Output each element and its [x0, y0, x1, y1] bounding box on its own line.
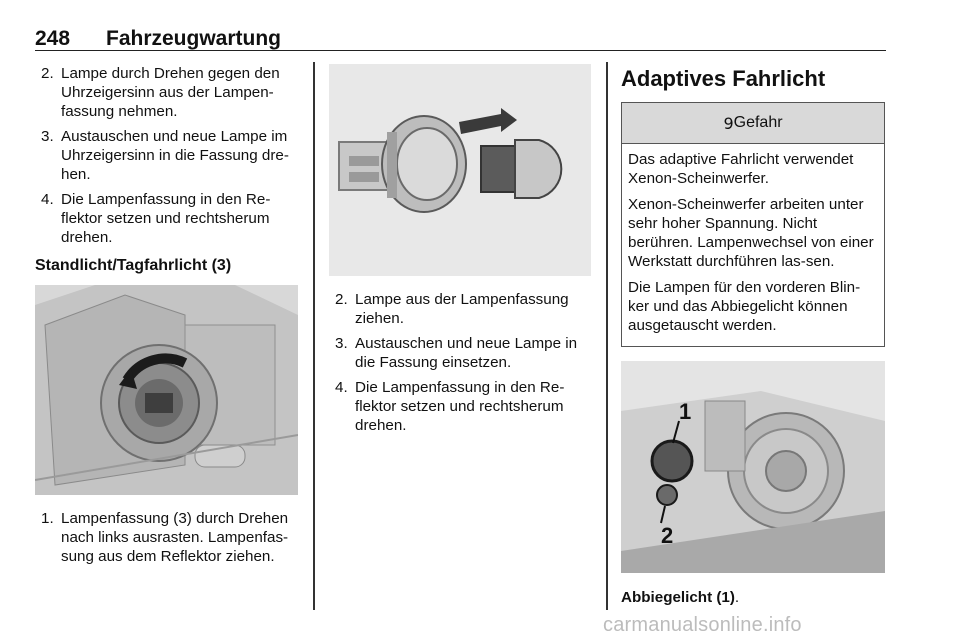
list-item: 4. Die Lampenfassung in den Re-flektor setzen und rechtsherum drehen. [41, 191, 271, 246]
column-divider [606, 62, 608, 610]
section-title: Adaptives Fahrlicht [621, 66, 826, 91]
callout-label: 1 [679, 399, 692, 424]
danger-body [622, 144, 884, 346]
figure-caption [621, 589, 886, 606]
lamp-socket-figure [35, 285, 298, 495]
danger-label: Gefahr [733, 114, 783, 131]
page-header [35, 14, 886, 51]
page-number: 248 [35, 27, 71, 50]
caption-bold: Abbiegelicht (1) [621, 589, 735, 606]
danger-box [621, 102, 885, 347]
list-item: 3. Austauschen und neue Lampe im Uhrzeigersinn in die Fassung dre-hen. [41, 128, 289, 183]
bulb-removal-figure [329, 64, 591, 276]
headlamp-illustration [621, 361, 885, 573]
danger-paragraph: Xenon-Scheinwerfer arbeiten unter sehr hoher Spannung. Nicht berühren. Lampenwechsel von einer Werkstatt durchführen las-sen. [628, 196, 874, 270]
list-item: 1. Lampenfassung (3) durch Drehen nach links ausrasten. Lampenfas-sung aus dem Reflektor ziehen. [41, 510, 289, 565]
headlamp-figure [621, 361, 885, 573]
danger-paragraph: Das adaptive Fahrlicht verwendet Xenon-Scheinwerfer. [628, 151, 854, 187]
subheading: Standlicht/Tagfahrlicht (3) [35, 257, 232, 274]
column-left [35, 64, 300, 572]
list-item: 2. Lampe durch Drehen gegen den Uhrzeigersinn aus der Lampen-fassung nehmen. [41, 65, 280, 120]
list-item: 2. Lampe aus der Lampenfassung ziehen. [335, 291, 569, 327]
column-divider [313, 62, 315, 610]
column-middle [329, 64, 591, 441]
list-item: 4. Die Lampenfassung in den Re-flektor setzen und rechtsherum drehen. [335, 379, 565, 434]
callout-label: 2 [661, 523, 674, 548]
watermark: carmanualsonline.info [603, 614, 802, 636]
danger-paragraph: Die Lampen für den vorderen Blin-ker und das Abbiegelicht können ausgetauscht werden. [628, 279, 861, 334]
column-right [621, 64, 886, 606]
steps-list [35, 64, 300, 247]
bulb-removal-illustration [329, 64, 591, 276]
lamp-socket-illustration [35, 285, 298, 495]
chapter-title: Fahrzeugwartung [106, 27, 282, 50]
danger-header [622, 103, 884, 144]
steps-list [329, 290, 591, 435]
list-item: 3. Austauschen und neue Lampe in die Fassung einsetzen. [335, 335, 578, 371]
warning-icon: 9 [723, 113, 734, 133]
steps-list [35, 509, 300, 566]
caption-rest: . [734, 589, 740, 606]
